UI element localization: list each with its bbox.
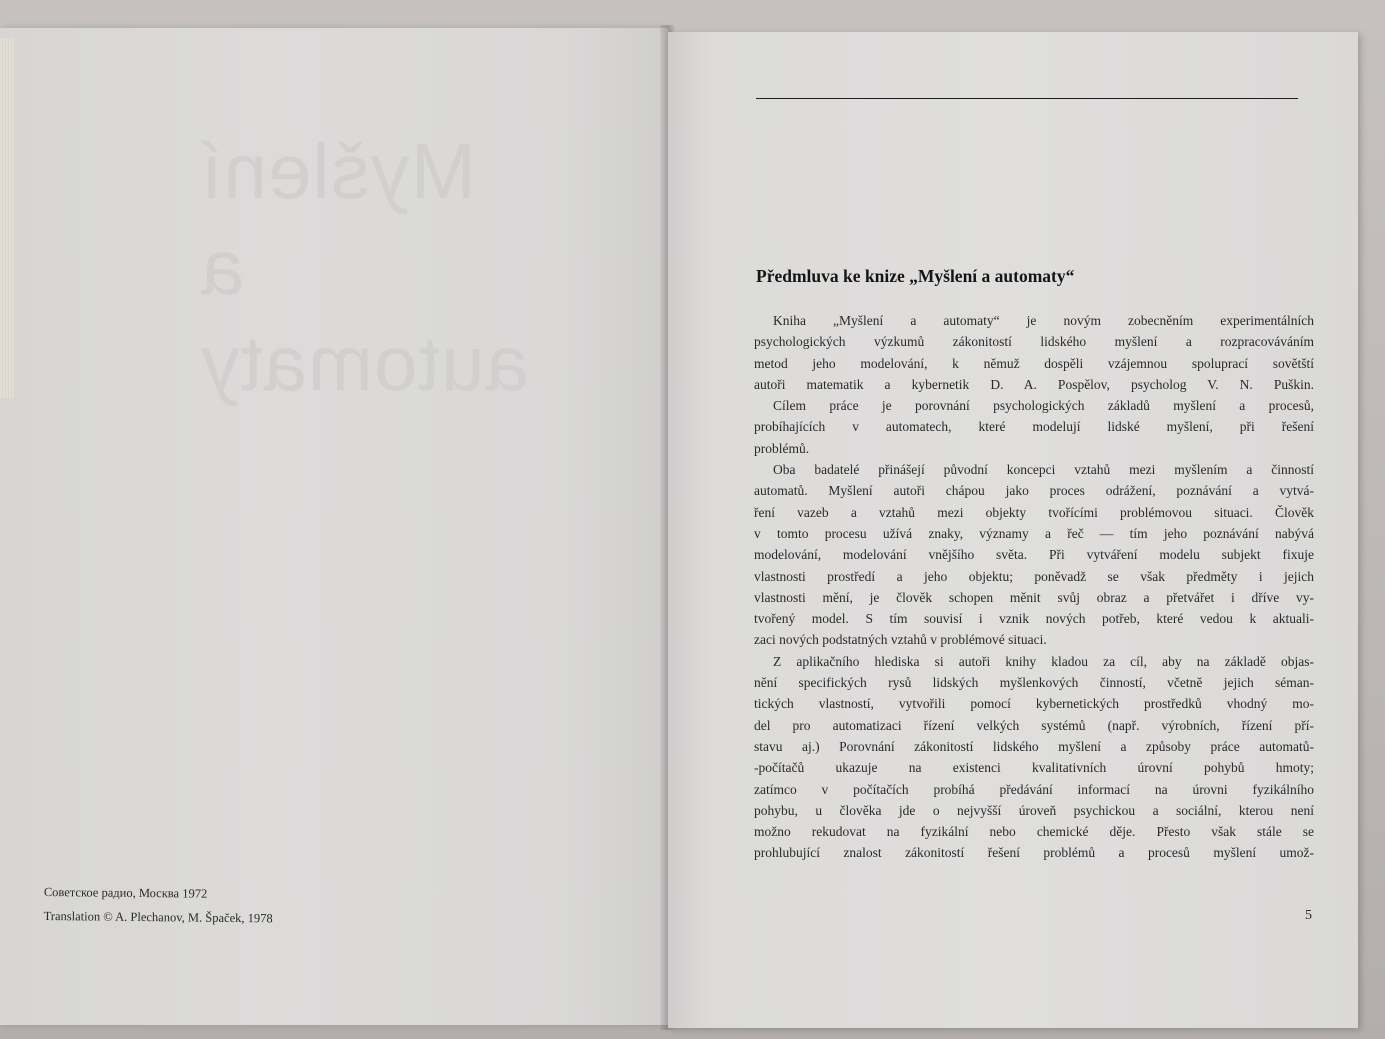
text-line: Cílem práce je porovnání psychologických základů myšlení a procesů, [773, 398, 1314, 414]
text-line: vlastnosti prostředí a jeho objektu; poněvadž se však předměty i jejich [754, 568, 1314, 584]
text-line: vlastnosti mění, je člověk schopen měnit svůj obraz a přetvářet i dříve vy- [754, 589, 1314, 605]
text-line: tických vlastností, vytvořili pomocí kybernetických prostředků vhodný mo- [754, 696, 1314, 712]
text-line: -počítačů ukazuje na existenci kvalitativních úrovní pohybů hmoty; [754, 760, 1314, 776]
preface-body [754, 310, 1314, 864]
text-line: zatímco v počítačích probíhá předávání informací na úrovni fyzikálního [754, 781, 1314, 797]
text-line: psychologických výzkumů zákonitostí lidského myšlení a rozpracováváním [754, 334, 1314, 350]
text-line: stavu aj.) Porovnání zákonitostí lidského myšlení a způsoby práce automatů- [754, 738, 1314, 754]
text-line: možno rekudovat na fyzikální nebo chemické děje. Přesto však stále se [754, 824, 1314, 840]
text-line: autoři matematik a kybernetik D. A. Pospělov, psycholog V. N. Puškin. [754, 376, 1314, 392]
right-page [668, 32, 1358, 1028]
text-line: metod jeho modelování, k němuž dospěli vzájemnou spoluprací sovětští [754, 355, 1314, 371]
show-through-line: a automaty [200, 223, 529, 407]
show-through-line: Myšlení [200, 127, 476, 215]
copyright-line: Советское радио, Москва 1972 [43, 884, 208, 901]
left-page [0, 28, 669, 1025]
text-line: del pro automatizaci řízení velkých systémů (např. výrobních, řízení pří- [754, 717, 1314, 733]
text-line: tvořený model. S tím souvisí i vznik nových potřeb, které vedou k aktuali- [754, 611, 1314, 627]
text-line: prohlubující znalost zákonitostí řešení problémů a procesů myšlení umož- [754, 845, 1314, 861]
text-line: v tomto procesu užívá znaky, významy a řeč — tím jeho poznávání nabývá [754, 525, 1314, 541]
text-line: pohybu, u člověka jde o nejvyšší úroveň psychickou a sociální, kterou není [754, 802, 1314, 818]
text-line: problémů. [754, 440, 810, 456]
text-line: zaci nových podstatných vztahů v problémové situaci. [754, 632, 1047, 648]
show-through-title [200, 123, 590, 411]
preface-heading: Předmluva ke knize „Myšlení a automaty“ [756, 266, 1075, 286]
text-line: Oba badatelé přinášejí původní koncepci vztahů mezi myšlením a činností [773, 462, 1314, 478]
page-number: 5 [1305, 908, 1312, 923]
text-line: automatů. Myšlení autoři chápou jako proces odrážení, poznávání a vytvá- [754, 483, 1314, 499]
text-line: probíhajících v automatech, které modelují lidské myšlení, při řešení [754, 419, 1314, 435]
text-line: modelování, modelování vnějšího světa. Při vytváření modelu subjekt fixuje [754, 547, 1314, 563]
text-line: ření vazeb a vztahů mezi objekty tvořícími problémovou situaci. Člověk [754, 504, 1314, 520]
copyright-line: Translation © A. Plechanov, M. Špaček, 1978 [43, 908, 273, 926]
copyright-notice [43, 880, 273, 930]
text-line: Kniha „Myšlení a automaty“ je novým zobecněním experimentálních [773, 313, 1314, 328]
text-line: Z aplikačního hlediska si autoři knihy kladou za cíl, aby na základě objas- [773, 653, 1314, 669]
text-line: nění specifických rysů lidských myšlenkových činností, včetně jejich séman- [754, 675, 1314, 691]
header-rule [756, 98, 1298, 99]
